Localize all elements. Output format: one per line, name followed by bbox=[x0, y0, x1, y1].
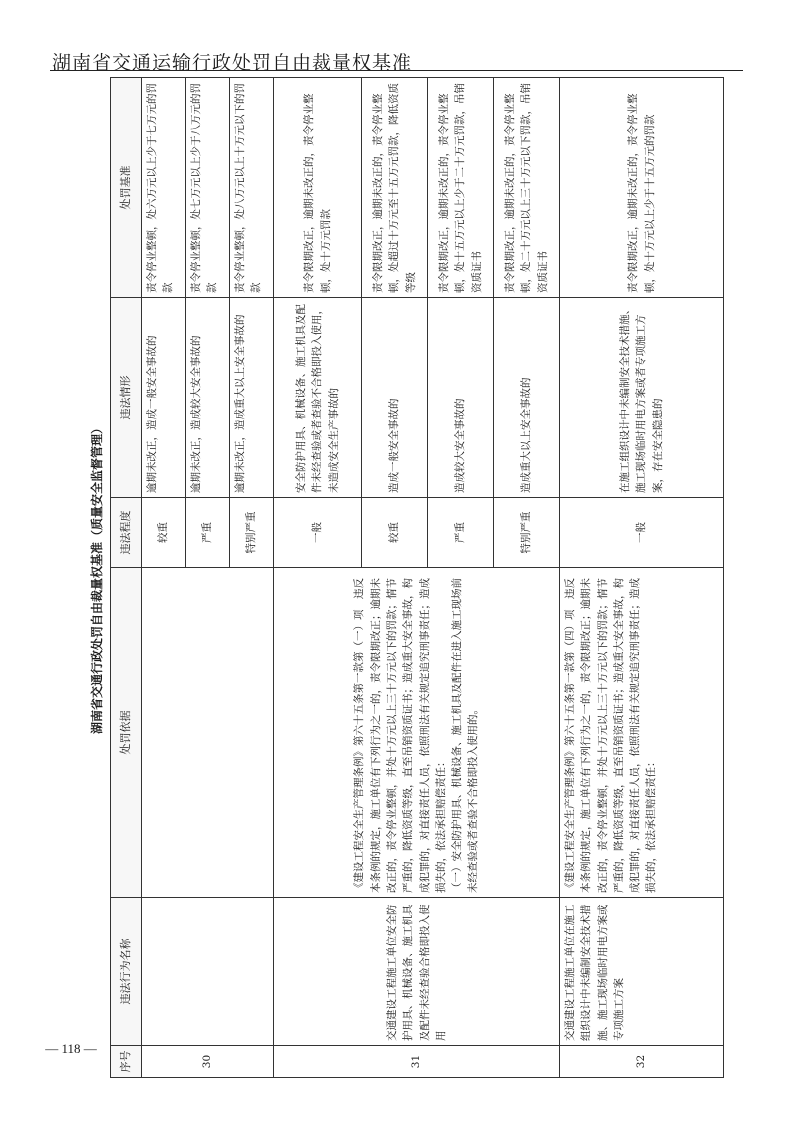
name-cell: 交通建设工程施工单位安全防护用具、机械设备、施工机具及配件未经查验合格即投入使用 bbox=[274, 898, 560, 1046]
standard-cell: 责令停业整顿，处八万元以上十万元以下的罚款 bbox=[230, 78, 274, 298]
circumstance-cell: 在施工组织设计中未编制安全技术措施、施工现场临时用电方案或者专项施工方案，存在安全隐患的 bbox=[560, 298, 724, 498]
col-header-circumstance: 违法情形 bbox=[111, 298, 142, 498]
standard-cell: 责令限期改正，逾期未改正的，责令停业整顿，处十万元以上少于十五万元的罚款 bbox=[560, 78, 724, 298]
circumstance-cell: 造成较大安全事故的 bbox=[428, 298, 494, 498]
name-cell: 交通建设工程施工单位在施工组织设计中未编制安全技术措施、施工现场临时用电方案或专项施工方案 bbox=[560, 898, 724, 1046]
seq-cell: 30 bbox=[142, 1046, 274, 1078]
table-row bbox=[274, 78, 362, 1078]
degree-cell: 较重 bbox=[362, 498, 428, 568]
standard-cell: 责令停业整顿，处七万元以上少于八万元的罚款 bbox=[186, 78, 230, 298]
table-row bbox=[560, 78, 724, 1078]
name-cell bbox=[142, 898, 274, 1046]
col-header-seq: 序号 bbox=[111, 1046, 142, 1078]
seq-cell: 32 bbox=[560, 1046, 724, 1078]
degree-cell: 严重 bbox=[186, 498, 230, 568]
table-row bbox=[142, 78, 186, 1078]
degree-cell: 较重 bbox=[142, 498, 186, 568]
col-header-basis: 处罚依据 bbox=[111, 568, 142, 898]
seq-cell: 31 bbox=[274, 1046, 560, 1078]
col-header-degree: 违法程度 bbox=[111, 498, 142, 568]
standard-cell: 责令停业整顿，处六万元以上少于七万元的罚款 bbox=[142, 78, 186, 298]
degree-cell: 一般 bbox=[560, 498, 724, 568]
penalty-standard-table bbox=[110, 77, 724, 1078]
degree-cell: 一般 bbox=[274, 498, 362, 568]
circumstance-cell: 逾期未改正，造成重大以上安全事故的 bbox=[230, 298, 274, 498]
basis-paragraph: 《建设工程安全生产管理条例》第六十五条第一款第（一）项 违反本条例的规定，施工单位有下列行为之一的，责令限期改正；逾期未改正的，责令停业整顿，并处十万元以上三十万元以下的罚款；情节严重的，降低资质等级，直至吊销资质证书；造成重大安全事故，构成犯罪的，对直接责任人员，依照刑法有关规定追究刑事责任；造成损失的，依法承担赔偿责任： bbox=[353, 578, 447, 893]
table-caption: 湖南省交通行政处罚自由裁量权基准（质量安全监督管理） bbox=[90, 422, 104, 735]
col-header-name: 违法行为名称 bbox=[111, 898, 142, 1046]
rotated-table-area bbox=[84, 78, 724, 1078]
basis-paragraph: （一）安全防护用具、机械设备、施工机具及配件在进入施工现场前未经查验或者查验不合格即投入使用的。 bbox=[451, 578, 480, 893]
header-rule bbox=[50, 70, 743, 71]
circumstance-cell: 安全防护用具、机械设备、施工机具及配件未经查验或者查验不合格即投入使用，未造成安全生产事故的 bbox=[274, 298, 362, 498]
page-number: — 118 — bbox=[45, 1041, 97, 1056]
degree-cell: 特别严重 bbox=[230, 498, 274, 568]
standard-cell: 责令限期改正，逾期未改正的，责令停业整顿，处十万元罚款 bbox=[274, 78, 362, 298]
standard-cell: 责令限期改正，逾期未改正的，责令停业整顿，处超过十万元至十五万元罚款，降低资质等级 bbox=[362, 78, 428, 298]
table-header-row bbox=[111, 78, 142, 1078]
degree-cell: 特别严重 bbox=[494, 498, 560, 568]
col-header-standard: 处罚基准 bbox=[111, 78, 142, 298]
circumstance-cell: 逾期未改正，造成较大安全事故的 bbox=[186, 298, 230, 498]
circumstance-cell: 造成重大以上安全事故的 bbox=[494, 298, 560, 498]
standard-cell: 责令限期改正，逾期未改正的，责令停业整顿，处十五万元以上少于二十万元罚款，吊销资质证书 bbox=[428, 78, 494, 298]
basis-cell bbox=[274, 568, 560, 898]
standard-cell: 责令限期改正，逾期未改正的，责令停业整顿，处二十万元以上三十万元以下罚款，吊销资质证书 bbox=[494, 78, 560, 298]
degree-cell: 严重 bbox=[428, 498, 494, 568]
basis-paragraph: 《建设工程安全生产管理条例》第六十五条第一款第（四）项 违反本条例的规定，施工单位有下列行为之一的，责令限期改正；逾期未改正的，责令停业整顿，并处十万元以上三十万元以下的罚款；情节严重的，降低资质等级，直至吊销资质证书；造成重大安全事故，构成犯罪的，对直接责任人员，依照刑法有关规定追究刑事责任；造成损失的，依法承担赔偿责任： bbox=[564, 578, 658, 893]
running-header: 湖南省交通运输行政处罚自由裁量权基准 bbox=[52, 52, 413, 74]
circumstance-cell: 造成一般安全事故的 bbox=[362, 298, 428, 498]
basis-cell bbox=[142, 568, 274, 898]
circumstance-cell: 逾期未改正，造成一般安全事故的 bbox=[142, 298, 186, 498]
basis-cell bbox=[560, 568, 724, 898]
